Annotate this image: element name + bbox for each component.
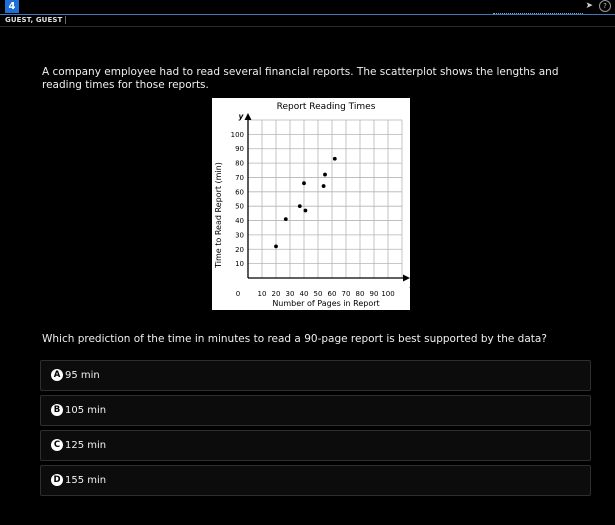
data-point (333, 157, 337, 161)
progress-indicator (493, 13, 583, 16)
y-tick-label: 90 (235, 145, 244, 154)
answer-option-c[interactable] (40, 430, 591, 461)
scatterplot-figure (212, 98, 415, 310)
answer-option-d[interactable] (40, 465, 591, 496)
x-tick-label: 50 (313, 290, 323, 298)
question-stem: A company employee had to read several financial reports. The scatterplot shows the lengths and reading times for those reports. (42, 66, 559, 91)
data-point (323, 173, 327, 177)
chart-tick-labels (231, 131, 395, 298)
x-tick-label: 90 (369, 290, 379, 298)
answer-option-a[interactable] (40, 360, 591, 391)
y-tick-label: 40 (235, 217, 244, 226)
chart-grid (248, 120, 402, 278)
y-tick-label: 80 (235, 159, 244, 168)
x-tick-label: 20 (271, 290, 281, 298)
x-tick-label: 30 (285, 290, 295, 298)
user-divider (0, 26, 615, 27)
y-tick-label: 100 (230, 130, 244, 139)
pin-icon[interactable]: ➤ (585, 1, 593, 11)
answer-option-b[interactable] (40, 395, 591, 426)
x-tick-label: 60 (327, 290, 337, 298)
y-tick-label: 70 (235, 173, 244, 182)
origin-label: 0 (235, 290, 241, 298)
option-letter-d: D (51, 474, 63, 486)
x-tick-label: 80 (355, 290, 365, 298)
data-point (284, 217, 288, 221)
question-number-badge[interactable]: 4 (5, 0, 19, 13)
data-point (298, 204, 302, 208)
option-letter-a: A (51, 369, 63, 381)
x-tick-label: 40 (299, 290, 309, 298)
y-tick-label: 60 (235, 188, 244, 197)
chart-axes (245, 113, 411, 282)
data-point (304, 209, 308, 213)
option-text-a: 95 min (65, 370, 100, 381)
y-axis-letter: y (238, 112, 244, 121)
chart-title: Report Reading Times (276, 102, 376, 112)
data-point (302, 181, 306, 185)
y-axis-arrow (245, 113, 252, 120)
y-tick-label: 50 (235, 202, 244, 211)
option-text-d: 155 min (65, 475, 107, 486)
y-tick-label: 20 (235, 245, 244, 254)
data-point (274, 245, 278, 249)
option-letter-b: B (51, 404, 63, 416)
option-text-c: 125 min (65, 440, 107, 451)
x-tick-label: 10 (257, 290, 267, 298)
help-icon[interactable]: ? (599, 0, 611, 12)
y-tick-label: 30 (235, 231, 244, 240)
toolbar (585, 0, 611, 12)
question-prompt: Which prediction of the time in minutes to read a 90-page report is best supported by the data? (42, 333, 547, 345)
x-tick-label: 70 (341, 290, 351, 298)
data-point (322, 184, 326, 188)
x-tick-label: 100 (381, 290, 395, 298)
scatterplot-svg (212, 98, 415, 310)
y-axis-title: Time to Read Report (min) (214, 162, 223, 268)
x-axis-letter: x (409, 281, 415, 290)
option-letter-c: C (51, 439, 63, 451)
option-text-b: 105 min (65, 405, 107, 416)
user-label: GUEST, GUEST (5, 16, 66, 24)
y-tick-label: 10 (235, 260, 244, 269)
x-axis-title: Number of Pages in Report (272, 299, 380, 308)
